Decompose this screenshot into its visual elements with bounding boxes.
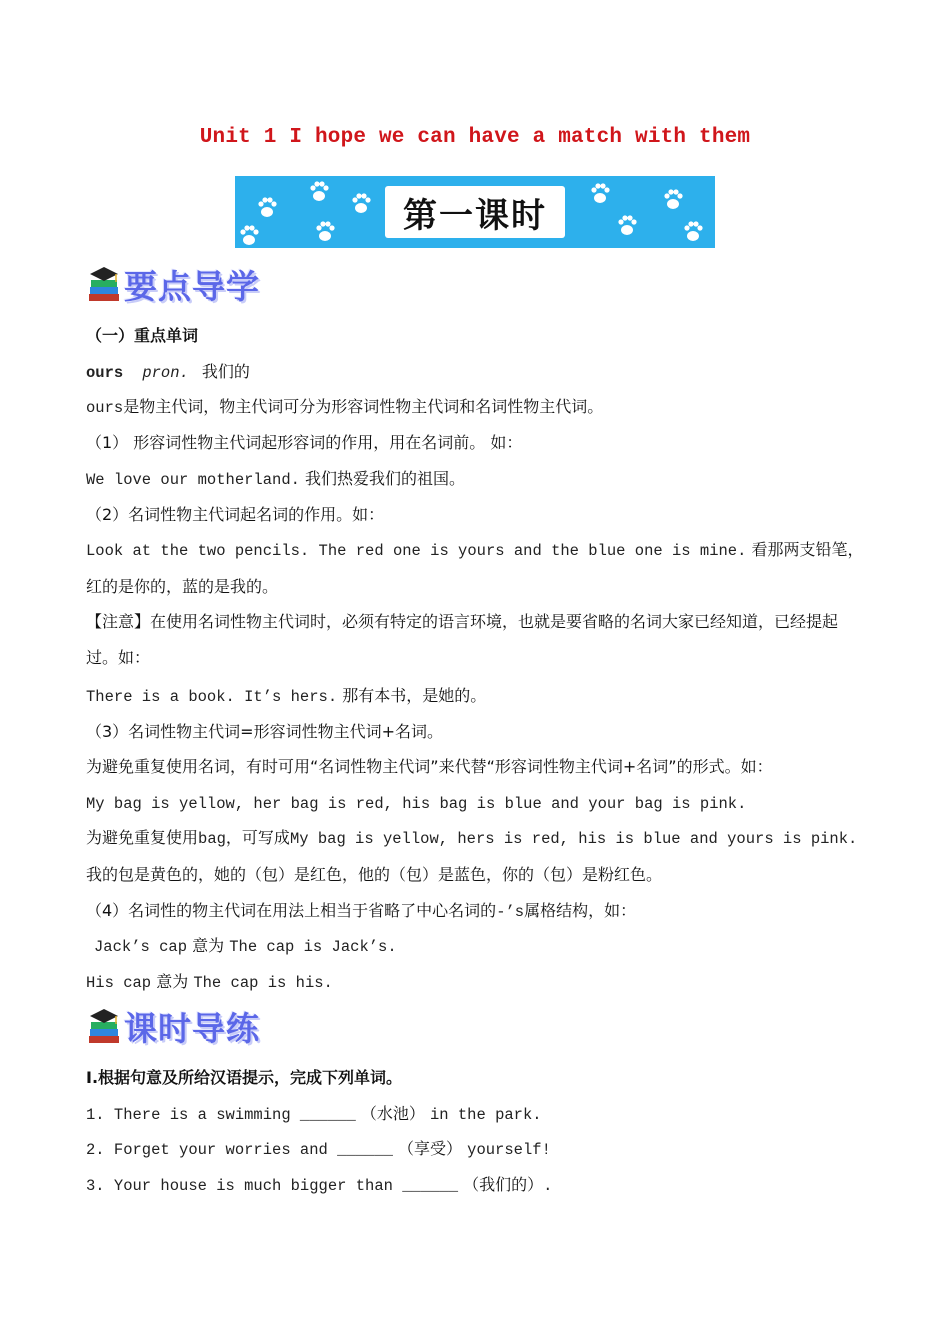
text-line: （2）名词性物主代词起名词的作用。如： [86, 505, 385, 524]
text-line: （1） 形容词性物主代词起形容词的作用，用在名词前。 如： [86, 433, 523, 452]
example-line [86, 467, 866, 492]
chinese-text: 属格结构，如： [524, 901, 637, 920]
chinese-hint: （水池） [360, 1104, 425, 1123]
graduation-books-icon [86, 264, 122, 304]
banner-label: 第一课时 [385, 186, 565, 238]
subsection-heading: （一）重点单词 [86, 326, 199, 345]
section-heading-practice [86, 1004, 260, 1048]
text-line: 为避免重复使用名词，有时可用“名词性物主代词”来代替“形容词性物主代词+名词”的形式。如： [86, 757, 773, 776]
english-text: Look at the two pencils. The red one is yours and the blue one is mine. [86, 542, 747, 560]
example-line [94, 934, 874, 959]
vocab-pos: pron. [142, 364, 189, 382]
page-title: Unit 1 I hope we can have a match with them [199, 126, 751, 149]
english-text: -’s [496, 903, 525, 921]
english-text: in the park. [429, 1106, 542, 1124]
english-text: The cap is Jack’s. [229, 938, 397, 956]
english-text: . [543, 1177, 553, 1195]
example-line [86, 970, 866, 995]
graduation-books-icon [86, 1006, 122, 1046]
example-line [86, 791, 866, 816]
english-text: My bag is yellow, hers is red, his is blue and yours is pink. [289, 830, 858, 848]
chinese-text: 是物主代词，物主代词可分为形容词性物主代词和名词性物主代词。 [123, 397, 604, 416]
chinese-text: 我的包是黄色的，她的（包）是红色，他的（包）是蓝色，你的（包）是粉红色。 [86, 865, 663, 884]
exercise-item [86, 1137, 866, 1162]
vocab-entry [86, 360, 866, 385]
english-text: The cap is his. [193, 974, 333, 992]
lesson-banner [235, 176, 715, 248]
section-title: 要点导学 [124, 266, 260, 306]
example-line [86, 684, 866, 709]
exercise-item [86, 1102, 866, 1127]
chinese-text: 我们热爱我们的祖国。 [305, 469, 466, 488]
exercise-heading: I.根据句意及所给汉语提示，完成下列单词。 [86, 1068, 403, 1087]
section-title: 课时导练 [124, 1008, 260, 1048]
example-paragraph [86, 820, 866, 893]
chinese-text: 为避免重复使用 [86, 828, 199, 847]
chinese-text: 那有本书，是她的。 [342, 686, 487, 705]
english-text: bag [198, 830, 226, 848]
chinese-text: （4）名词性的物主代词在用法上相当于省略了中心名词的 [86, 901, 497, 920]
note-paragraph: 【注意】在使用名词性物主代词时，必须有特定的语言环境，也就是要省略的名词大家已经知道，已经提起过。如： [86, 612, 839, 667]
chinese-text: 看那两支铅笔，红的是你的，蓝的是我的。 [86, 540, 864, 596]
chinese-text: 意为 [156, 972, 189, 991]
vocab-meaning: 我们的 [201, 362, 250, 381]
english-text: ours [86, 399, 124, 417]
english-text: His cap [86, 974, 152, 992]
vocab-term: ours [86, 364, 124, 382]
english-text: 1. There is a swimming ______ [86, 1106, 356, 1124]
example-line [86, 532, 866, 605]
text-line: （3）名词性物主代词=形容词性物主代词+名词。 [86, 722, 443, 741]
section-heading-key-points [86, 262, 260, 306]
english-text: There is a book. It’s hers. [86, 688, 338, 706]
text-line [86, 899, 866, 924]
english-text: Jack’s cap [94, 938, 188, 956]
exercise-item [86, 1173, 866, 1198]
english-text: We love our motherland. [86, 471, 300, 489]
chinese-hint: （享受） [398, 1139, 463, 1158]
english-text: 2. Forget your worries and ______ [86, 1141, 393, 1159]
english-text: 3. Your house is much bigger than ______ [86, 1177, 459, 1195]
chinese-text: ，可写成 [225, 828, 290, 847]
text-line [86, 395, 866, 420]
chinese-text: 意为 [192, 936, 225, 955]
chinese-hint: （我们的） [463, 1175, 544, 1194]
english-text: My bag is yellow, her bag is red, his bag is blue and your bag is pink. [86, 795, 747, 813]
english-text: yourself! [467, 1141, 551, 1159]
